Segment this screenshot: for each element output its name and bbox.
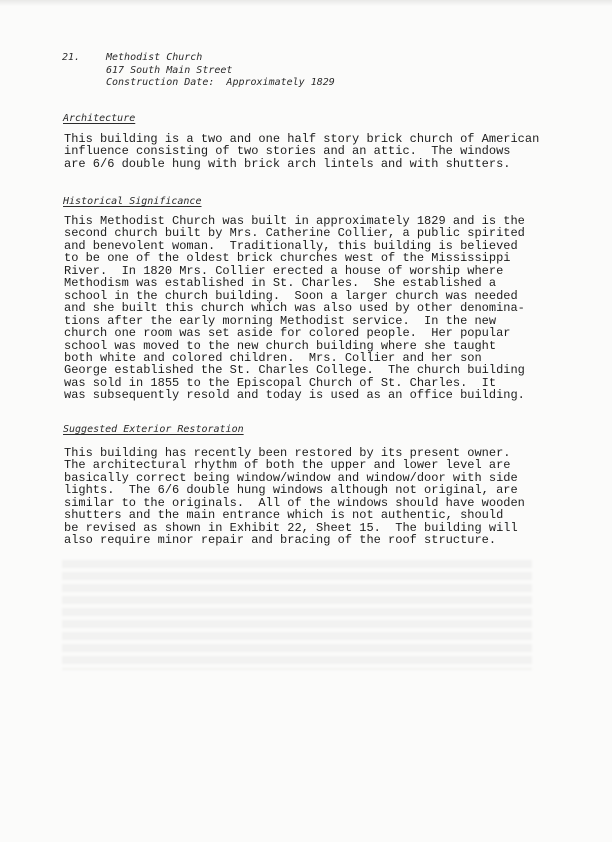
paragraph-line: to be one of the oldest brick churches west of the Mississippi xyxy=(64,251,511,266)
paragraph-line: was subsequently resold and today is used as an office building. xyxy=(64,388,525,403)
paragraph-line: George established the St. Charles College. The church building xyxy=(64,363,525,378)
construction-date-value: Approximately 1829 xyxy=(226,77,335,88)
paragraph-line: school in the church building. Soon a larger church was needed xyxy=(64,288,518,303)
paragraph-line: also require minor repair and bracing of the roof structure. xyxy=(64,533,497,548)
entry-header xyxy=(62,52,335,90)
building-address: 617 South Main Street xyxy=(106,64,233,76)
building-name: Methodist Church xyxy=(106,52,203,63)
paragraph-line: and benevolent woman. Traditionally, this building is believed xyxy=(64,238,518,253)
paragraph-line: tions after the early morning Methodist service. In the new xyxy=(64,313,497,328)
construction-date-label: Construction Date: xyxy=(106,77,215,88)
paragraph-line: both white and colored children. Mrs. Collier and her son xyxy=(64,350,482,365)
paragraph-line: shutters and the main entrance which is not authentic, should xyxy=(64,508,504,523)
paragraph-line: River. In 1820 Mrs. Collier erected a house of worship where xyxy=(64,263,504,278)
historical-significance-paragraph xyxy=(64,215,544,402)
historical-significance-heading: Historical Significance xyxy=(63,196,202,207)
paragraph-line: influence consisting of two stories and an attic. The windows xyxy=(64,144,511,159)
paragraph-line: The architectural rhythm of both the upper and lower level are xyxy=(64,458,511,473)
paragraph-line: church one room was set aside for colored people. Her popular xyxy=(64,326,511,341)
paragraph-line: was sold in 1855 to the Episcopal Church of St. Charles. It xyxy=(64,375,497,390)
bleed-through-text xyxy=(62,560,532,670)
architecture-heading: Architecture xyxy=(63,113,136,124)
paragraph-line: lights. The 6/6 double hung windows although not original, are xyxy=(64,483,518,498)
exterior-restoration-heading: Suggested Exterior Restoration xyxy=(63,424,244,435)
paragraph-line: similar to the originals. All of the windows should have wooden xyxy=(64,495,525,510)
paragraph-line: school was moved to the new church building where she taught xyxy=(64,338,497,353)
paragraph-line: basically correct being window/window and window/door with side xyxy=(64,470,518,485)
paragraph-line: This building has recently been restored by its present owner. xyxy=(64,446,511,460)
paragraph-line: This building is a two and one half story brick church of American xyxy=(64,132,540,146)
paragraph-line: Methodism was established in St. Charles. She established a xyxy=(64,276,497,291)
paragraph-line: second church built by Mrs. Catherine Collier, a public spirited xyxy=(64,226,525,241)
paragraph-line: and she built this church which was also used by other denomina- xyxy=(64,301,525,316)
architecture-paragraph xyxy=(64,133,544,170)
paragraph-line: be revised as shown in Exhibit 22, Sheet 15. The building will xyxy=(64,520,518,535)
exterior-restoration-paragraph xyxy=(64,447,544,547)
entry-number: 21. xyxy=(62,52,81,63)
paragraph-line: This Methodist Church was built in approximately 1829 and is the xyxy=(64,214,525,228)
paragraph-line: are 6/6 double hung with brick arch lintels and with shutters. xyxy=(64,156,511,171)
